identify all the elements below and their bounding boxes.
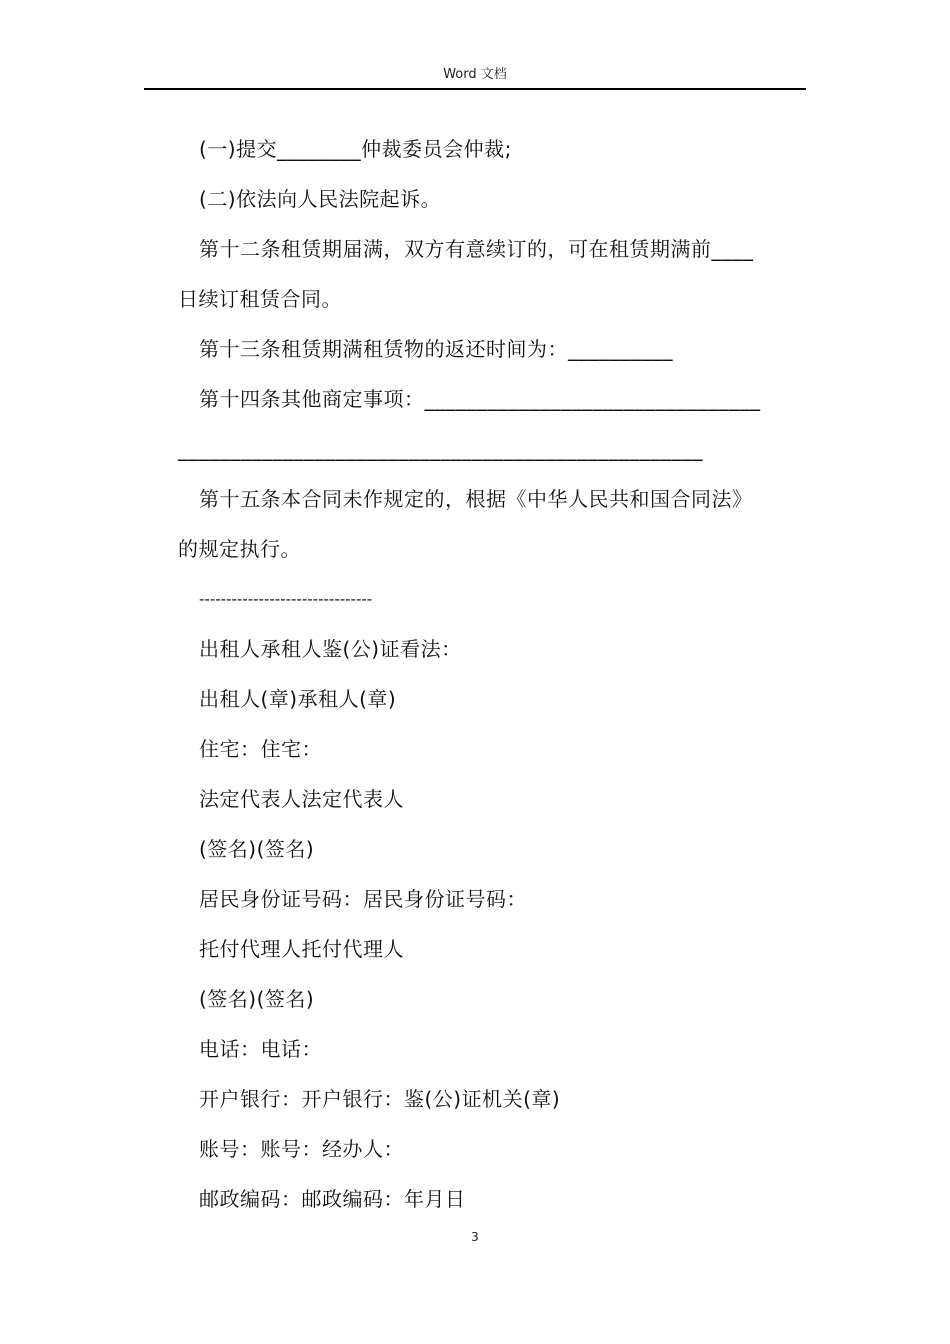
article-12-line-2: 日续订租赁合同。 (178, 287, 342, 311)
signature-sign-1: (签名)(签名) (199, 837, 315, 861)
page-number: 3 (471, 1230, 479, 1244)
page-header (144, 66, 806, 90)
signature-phone: 电话：电话： (199, 1037, 322, 1061)
separator-line: -------------------------------- (199, 590, 373, 608)
article-14-line-2: __________________________________________________ (178, 437, 703, 461)
signature-heading: 出租人承租人鉴(公)证看法： (199, 637, 462, 661)
signature-sign-2: (签名)(签名) (199, 987, 315, 1011)
clause-arbitration: (一)提交________仲裁委员会仲裁; (199, 137, 512, 161)
document-body (178, 124, 803, 1224)
signature-account: 账号：账号：经办人： (199, 1137, 404, 1161)
signature-legal-rep: 法定代表人法定代表人 (199, 787, 404, 811)
clause-lawsuit: (二)依法向人民法院起诉。 (199, 187, 442, 211)
article-12-line-1: 第十二条租赁期届满，双方有意续订的，可在租赁期满前____ (199, 237, 754, 261)
signature-postcode: 邮政编码：邮政编码：年月日 (199, 1187, 466, 1211)
signature-bank: 开户银行：开户银行：鉴(公)证机关(章) (199, 1087, 561, 1111)
article-15-line-1: 第十五条本合同未作规定的，根据《中华人民共和国合同法》 (199, 487, 753, 511)
signature-agent: 托付代理人托付代理人 (199, 937, 404, 961)
header-title: Word 文档 (443, 67, 507, 82)
signature-id-number: 居民身份证号码：居民身份证号码： (199, 887, 527, 911)
article-14-line-1: 第十四条其他商定事项：________________________________ (199, 387, 761, 411)
signature-seal: 出租人(章)承租人(章) (199, 687, 397, 711)
article-13: 第十三条租赁期满租赁物的返还时间为：__________ (199, 337, 673, 361)
article-15-line-2: 的规定执行。 (178, 537, 301, 561)
signature-address: 住宅：住宅： (199, 737, 322, 761)
